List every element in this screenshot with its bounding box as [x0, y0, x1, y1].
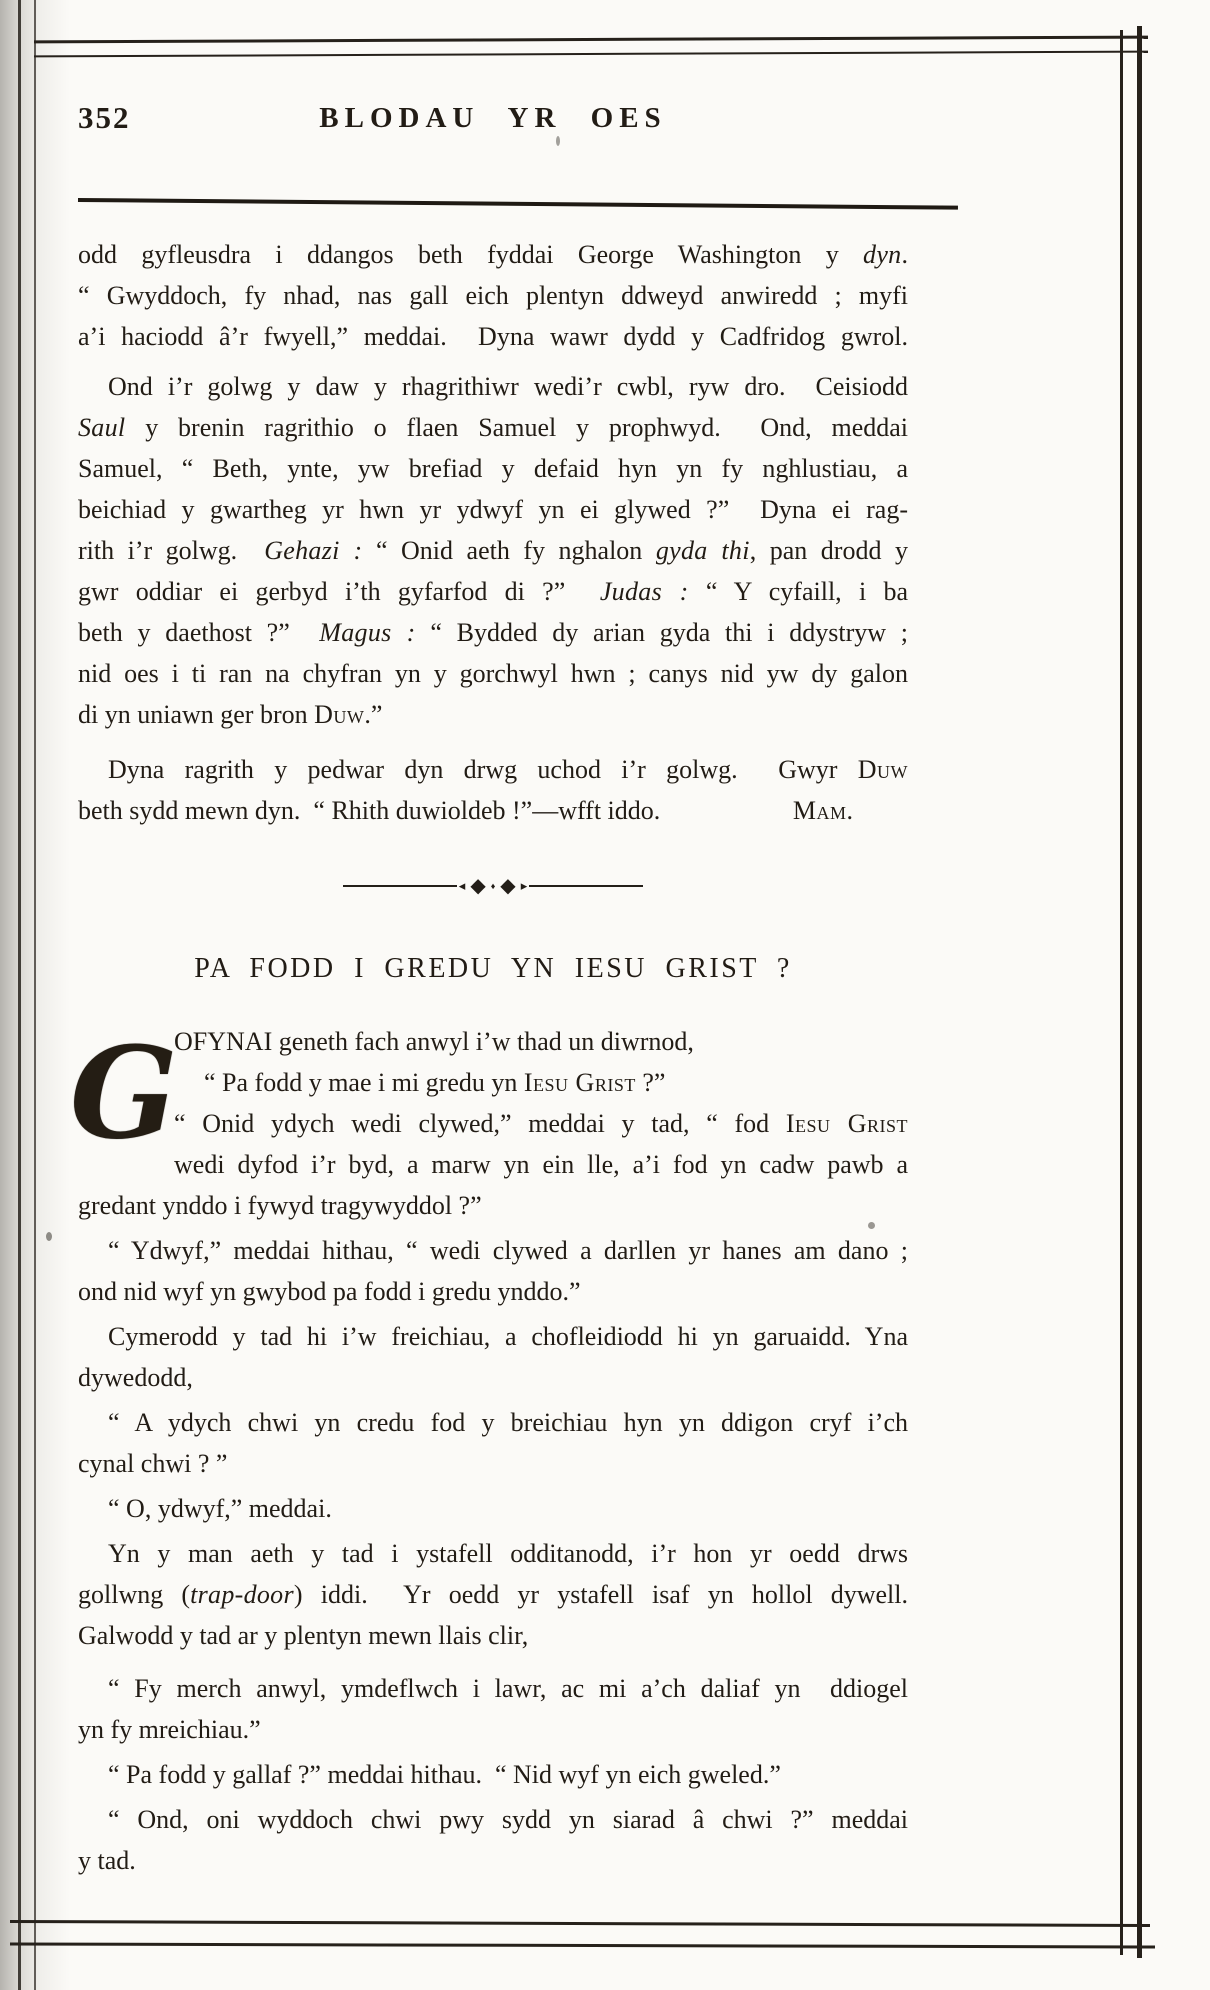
page-number: 352 — [78, 100, 131, 135]
text-line: odd gyfleusdra i ddangos beth fyddai George Washington y dyn. — [78, 240, 908, 269]
paragraph — [78, 1488, 908, 1529]
paragraph — [78, 1316, 908, 1398]
divider-ornament: ♦ — [490, 881, 496, 891]
divider-ornament: ◂ — [458, 878, 466, 893]
story-heading: PA FODD I GREDU YN IESU GRIST ? — [194, 953, 792, 984]
paragraph — [78, 749, 908, 831]
text-line: beichiad y gwartheg yr hwn yr ydwyf yn ei glywed ?” Dyna ei rag- — [78, 495, 908, 524]
text-line: Galwodd y tad ar y plentyn mewn llais clir, — [78, 1621, 529, 1650]
paragraph — [78, 1533, 908, 1656]
header-rule — [78, 198, 958, 210]
text-line: ond nid wyf yn gwybod pa fodd i gredu ynddo.” — [78, 1277, 581, 1306]
text-line: a’i haciodd â’r fwyell,” meddai. Dyna wawr dydd y Cadfridog gwrol. — [78, 322, 908, 351]
text-line: di yn uniawn ger bron Duw.” — [78, 700, 383, 729]
text-line: wedi dyfod i’r byd, a marw yn ein lle, a’i fod yn cadw pawb a — [174, 1150, 908, 1179]
story-article — [70, 1019, 908, 1881]
text-line: nid oes i ti ran na chyfran yn y gorchwyl hwn ; canys nid yw dy galon — [78, 659, 908, 688]
text-line: “ Pa fodd y mae i mi gredu yn Iesu Grist ?” — [204, 1068, 666, 1097]
text-line: dywedodd, — [78, 1363, 193, 1392]
paragraph — [78, 1799, 908, 1881]
frame-right-rule — [1120, 30, 1123, 1955]
text-line: Cymerodd y tad hi i’w freichiau, a chofleidiodd hi yn garuaidd. Yna — [108, 1322, 908, 1351]
gutter-line — [34, 0, 36, 1990]
text-line: gollwng (trap-door) iddi. Yr oedd yr ystafell isaf yn hollol dywell. — [78, 1580, 908, 1609]
paragraph — [78, 1402, 908, 1484]
article-continuation — [78, 234, 908, 831]
text-line: “ A ydych chwi yn credu fod y breichiau hyn yn ddigon cryf i’ch — [108, 1408, 908, 1437]
text-line: gwr oddiar ei gerbyd i’th gyfarfod di ?” Judas : “ Y cyfaill, i ba — [78, 577, 909, 606]
paragraph — [78, 1754, 908, 1795]
text-line: y tad. — [78, 1846, 136, 1875]
text-line: Ond i’r golwg y daw y rhagrithiwr wedi’r cwbl, ryw dro. Ceisiodd — [108, 372, 908, 401]
text-line: Saul y brenin ragrithio o flaen Samuel y prophwyd. Ond, meddai — [78, 413, 908, 442]
text-line: beth y daethost ?” Magus : “ Bydded dy arian gyda thi i ddystryw ; — [78, 618, 908, 647]
divider-rule — [529, 885, 643, 887]
text-line: rith i’r golwg. Gehazi : “ Onid aeth fy nghalon gyda thi, pan drodd y — [78, 536, 908, 565]
text-line: “ Gwyddoch, fy nhad, nas gall eich plentyn ddweyd anwiredd ; myfi — [78, 281, 908, 310]
text-line: cynal chwi ? ” — [78, 1449, 228, 1478]
frame-bottom-rule — [10, 1920, 1150, 1927]
text-line: “ O, ydwyf,” meddai. — [108, 1494, 332, 1523]
section-divider — [343, 875, 643, 897]
paragraph — [78, 366, 908, 735]
drop-cap-initial: G — [70, 1019, 178, 1167]
divider-rule — [343, 885, 457, 887]
page-header — [78, 100, 908, 142]
divider-ornament: ▸ — [520, 878, 528, 893]
frame-right-rule — [1137, 26, 1142, 1958]
gutter-line — [18, 0, 21, 1990]
text-line: Yn y man aeth y tad i ystafell odditanodd, i’r hon yr oedd drws — [108, 1539, 908, 1568]
text-line: “ Ydwyf,” meddai hithau, “ wedi clywed a darllen yr hanes am dano ; — [108, 1236, 908, 1265]
text-line: beth sydd mewn dyn. “ Rhith duwioldeb !”—wfft iddo. Mam. — [78, 790, 908, 831]
text-line: Samuel, “ Beth, ynte, yw brefiad y defaid hyn yn fy nghlustiau, a — [78, 454, 908, 483]
ink-speck — [46, 1232, 52, 1241]
page-content — [70, 0, 909, 1881]
text-line: Dyna ragrith y pedwar dyn drwg uchod i’r golwg. Gwyr Duw — [108, 755, 908, 784]
text-line: “ Ond, oni wyddoch chwi pwy sydd yn siarad â chwi ?” meddai — [108, 1805, 908, 1834]
paragraph — [78, 234, 908, 357]
text-line: gredant ynddo i fywyd tragywyddol ?” — [78, 1191, 482, 1220]
divider-ornament: ◆ — [500, 875, 516, 897]
byline: Mam. — [792, 796, 853, 825]
paragraph — [78, 1230, 908, 1312]
paragraph — [78, 1668, 908, 1750]
running-title: BLODAU YR OES — [319, 102, 667, 134]
text-line: yn fy mreichiau.” — [78, 1715, 261, 1744]
divider-ornament: ◆ — [470, 875, 486, 897]
paragraph — [70, 1019, 908, 1226]
text-line: “ Pa fodd y gallaf ?” meddai hithau. “ Nid wyf yn eich gweled.” — [108, 1760, 781, 1789]
text-line: “ Onid ydych wedi clywed,” meddai y tad, “ fod Iesu Grist — [174, 1109, 908, 1138]
text-line: OFYNAI geneth fach anwyl i’w thad un diwrnod, — [174, 1027, 694, 1056]
frame-bottom-rule — [10, 1943, 1155, 1949]
text-line: “ Fy merch anwyl, ymdeflwch i lawr, ac mi a’ch daliaf yn ddiogel — [108, 1674, 908, 1703]
